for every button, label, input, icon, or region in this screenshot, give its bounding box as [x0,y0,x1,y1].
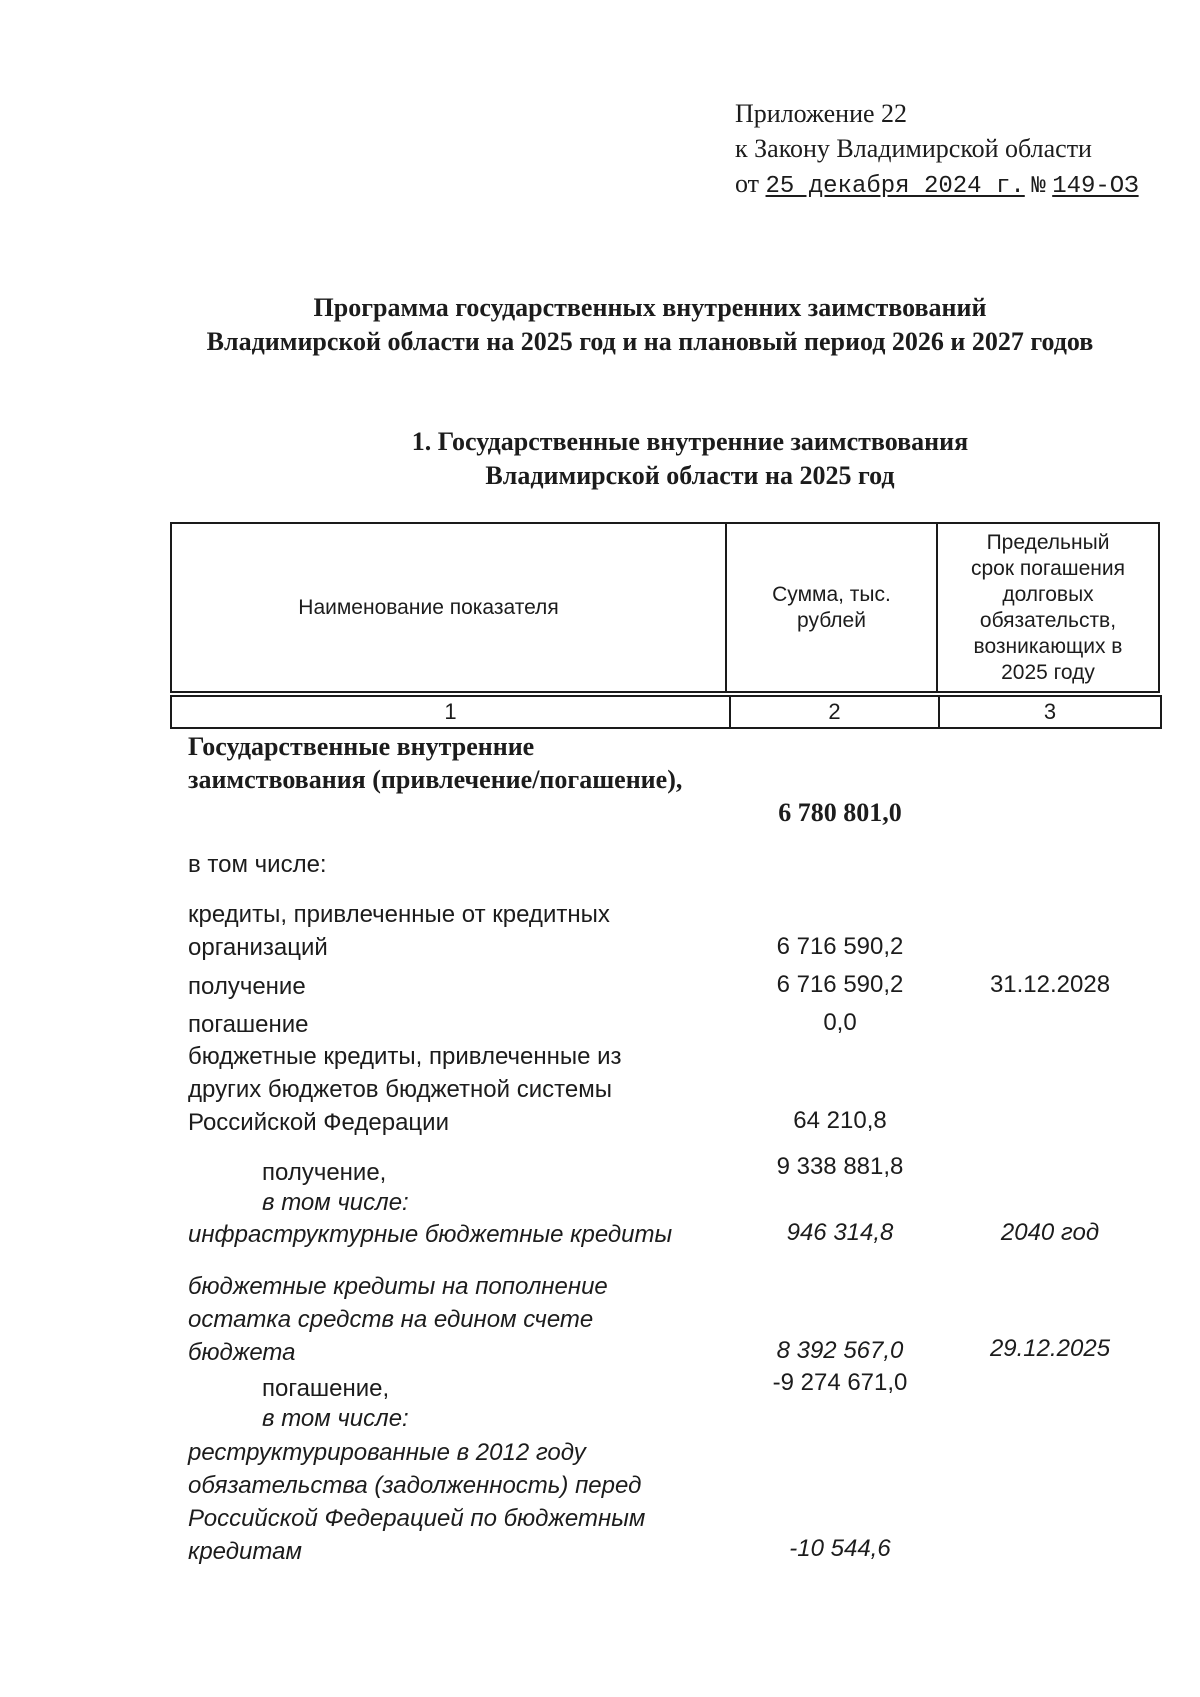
title-line-2: Владимирской области на 2025 год и на плановый период 2026 и 2027 годов [206,327,1094,356]
row-credit-org-name: кредиты, привлеченные от кредитных организаций [188,901,610,961]
section-title [300,425,1080,493]
row-credit-org-receipt-amount: 6 716 590,2 [776,971,904,998]
row-including-label-3: в том числе: [262,1405,409,1432]
title-line-1: Программа государственных внутренних заимствований [313,293,987,322]
header-repayment-term [936,524,1158,691]
row-budget-credits-amount: 64 210,8 [793,1107,887,1134]
row-budget-receipt-amount: 9 338 881,8 [776,1153,904,1180]
row-replenishment-amount: 8 392 567,0 [776,1337,904,1364]
row-restructured-name: реструктурированные в 2012 году обязательства (задолженность) перед Российской Федерацией по бюджетным кредитам [188,1439,646,1565]
row-credit-org-receipt-name: получение [188,973,306,1000]
row-budget-repayment-amount: -9 274 671,0 [772,1369,908,1396]
row-replenishment-name: бюджетные кредиты на пополнение остатка средств на едином счете бюджета [188,1273,608,1366]
column-number-1: 1 [444,699,457,724]
appendix-line-2: к Закону Владимирской области [735,134,1092,163]
row-infrastructure-amount: 946 314,8 [786,1219,894,1246]
section-title-line-2: Владимирской области на 2025 год [485,461,895,490]
document-title [150,291,1150,359]
row-total-name: Государственные внутренние заимствования (привлечение/погашение), [188,732,683,794]
table-header [170,522,1160,693]
date-prefix: от [735,169,760,198]
header-amount [725,524,936,691]
row-budget-receipt-name: получение, [262,1159,387,1186]
law-number: 149-ОЗ [1052,173,1139,200]
appendix-line-1: Приложение 22 [735,99,908,128]
row-total-amount: 6 780 801,0 [778,798,902,827]
row-including-label: в том числе: [188,851,327,878]
row-budget-credits-name: бюджетные кредиты, привлеченные из других бюджетов бюджетной системы Российской Федерации [188,1043,622,1136]
column-number-2: 2 [729,697,938,727]
law-date: 25 декабря 2024 г. [765,173,1025,200]
appendix-block [735,96,1139,204]
row-restructured-amount: -10 544,6 [789,1535,891,1562]
row-credit-org-repayment-amount: 0,0 [823,1009,857,1036]
row-credit-org-amount: 6 716 590,2 [776,933,904,960]
row-budget-repayment-name: погашение, [262,1375,390,1402]
header-amount-text: Сумма, тыс. рублей [772,582,891,632]
section-title-line-1: 1. Государственные внутренние заимствования [411,427,969,456]
table-column-numbers [170,695,1162,729]
row-credit-org-repayment-name: погашение [188,1011,309,1038]
row-infrastructure-name: инфраструктурные бюджетные кредиты [188,1221,673,1248]
column-number-3: 3 [938,697,1160,727]
header-repayment-term-text: Предельный срок погашения долговых обязательств, возникающих в 2025 году [970,530,1126,684]
appendix-date-line [735,166,1139,204]
row-including-label-2: в том числе: [262,1189,409,1216]
row-credit-org-receipt-term: 31.12.2028 [989,971,1111,998]
row-infrastructure-term: 2040 год [1000,1219,1100,1246]
header-indicator-name: Наименование показателя [298,595,559,619]
number-sign: № [1031,173,1046,200]
row-replenishment-term: 29.12.2025 [989,1335,1111,1362]
